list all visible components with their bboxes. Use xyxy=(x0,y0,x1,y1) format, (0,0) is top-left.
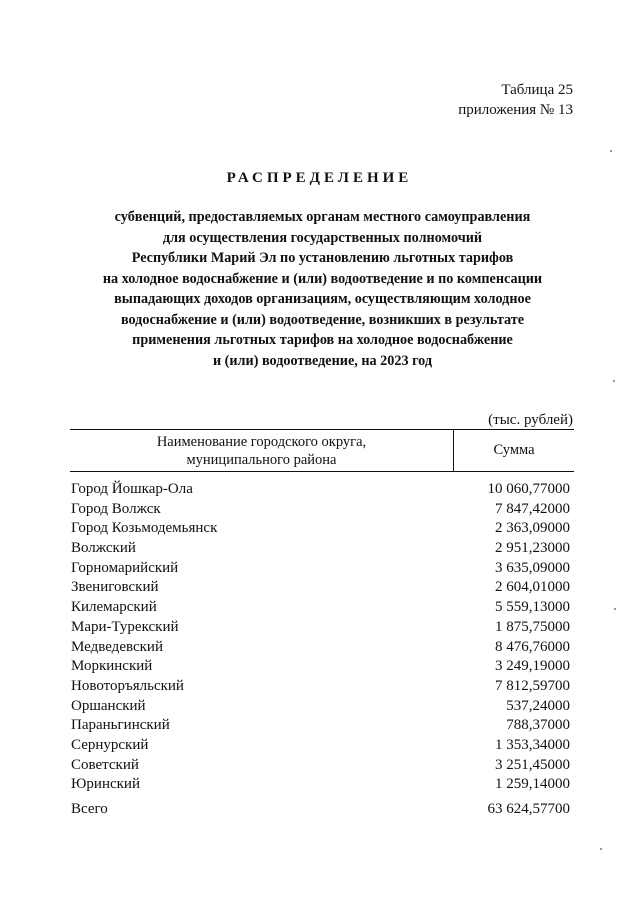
row-name: Медведевский xyxy=(71,638,163,655)
row-sum: 8 476,76000 xyxy=(495,638,570,655)
column-header-sum: Сумма xyxy=(493,442,535,458)
subtitle-line: для осуществления государственных полномочий xyxy=(162,229,483,246)
appendix-number: приложения № 13 xyxy=(458,102,573,118)
table-row xyxy=(71,500,573,520)
total-label: Всего xyxy=(71,801,108,817)
row-sum: 7 812,59700 xyxy=(495,677,570,694)
row-name: Город Волжск xyxy=(71,500,161,517)
total-sum: 63 624,57700 xyxy=(487,801,570,817)
subtitle-line: выпадающих доходов организациям, осуществляющим холодное xyxy=(114,291,531,307)
row-name: Моркинский xyxy=(71,658,153,675)
row-name: Юринский xyxy=(71,776,140,793)
table-row xyxy=(71,519,573,539)
row-sum: 1 353,34000 xyxy=(495,736,570,753)
table-number: Таблица 25 xyxy=(501,82,573,98)
document-title: РАСПРЕДЕЛЕНИЕ xyxy=(226,170,413,186)
table-row xyxy=(71,618,573,638)
row-name: Советский xyxy=(71,756,139,773)
row-sum: 1 875,75000 xyxy=(495,618,570,635)
row-name: Город Йошкар-Ола xyxy=(71,481,193,497)
row-name: Килемарский xyxy=(71,599,157,616)
subtitle-line: Республики Марий Эл по установлению льготных тарифов xyxy=(131,250,514,266)
table-body xyxy=(71,480,573,795)
table-row xyxy=(71,480,573,500)
subtitle-line: на холодное водоснабжение и (или) водоотведение и по компенсации xyxy=(102,270,543,287)
row-name: Волжский xyxy=(71,540,136,557)
column-header-name-line: муниципального района xyxy=(186,451,337,468)
table-row xyxy=(71,697,573,717)
table-row xyxy=(71,775,573,795)
table-row xyxy=(71,638,573,658)
units-note: (тыс. рублей) xyxy=(488,412,573,428)
table-total-row xyxy=(71,799,573,819)
table-row xyxy=(71,598,573,618)
table-row xyxy=(71,657,573,677)
row-sum: 2 604,01000 xyxy=(495,579,570,596)
table-row xyxy=(71,756,573,776)
subtitle-line: и (или) водоотведение, на 2023 год xyxy=(212,352,433,369)
subtitle-line: применения льготных тарифов на холодное водоснабжение xyxy=(132,332,513,348)
scan-speck xyxy=(614,608,616,610)
table-row xyxy=(71,559,573,579)
scan-speck xyxy=(600,848,602,850)
document-header xyxy=(458,80,573,120)
column-header-name-line: Наименование городского округа, xyxy=(156,433,367,450)
table-row xyxy=(71,539,573,559)
table-row xyxy=(71,716,573,736)
row-sum: 5 559,13000 xyxy=(495,599,570,616)
subtitle-line: субвенций, предоставляемых органам местного самоуправления xyxy=(114,209,531,225)
column-header-name xyxy=(70,430,454,471)
table-row xyxy=(71,578,573,598)
document-subtitle xyxy=(80,207,565,371)
subtitle-line: водоснабжение и (или) водоотведение, возникших в результате xyxy=(120,311,525,328)
row-sum: 3 635,09000 xyxy=(495,559,570,576)
table-row xyxy=(71,736,573,756)
row-name: Параньгинский xyxy=(71,717,170,734)
row-sum: 3 249,19000 xyxy=(495,658,570,675)
row-name: Звениговский xyxy=(71,579,159,596)
row-sum: 537,24000 xyxy=(506,697,570,714)
scan-speck xyxy=(613,380,615,382)
row-sum: 1 259,14000 xyxy=(495,776,570,793)
row-name: Мари-Турекский xyxy=(71,618,179,635)
row-name: Сернурский xyxy=(71,736,149,753)
scan-speck xyxy=(610,150,612,152)
row-sum: 3 251,45000 xyxy=(495,756,570,773)
row-name: Город Козьмодемьянск xyxy=(71,520,218,537)
row-name: Новоторъяльский xyxy=(71,677,184,694)
table-header xyxy=(70,429,574,472)
table-row xyxy=(71,677,573,697)
row-name: Оршанский xyxy=(71,697,146,714)
row-sum: 2 951,23000 xyxy=(495,540,570,557)
row-sum: 10 060,77000 xyxy=(487,481,570,497)
row-name: Горномарийский xyxy=(71,559,179,576)
row-sum: 2 363,09000 xyxy=(495,520,570,537)
row-sum: 7 847,42000 xyxy=(495,500,570,517)
row-sum: 788,37000 xyxy=(506,717,570,734)
